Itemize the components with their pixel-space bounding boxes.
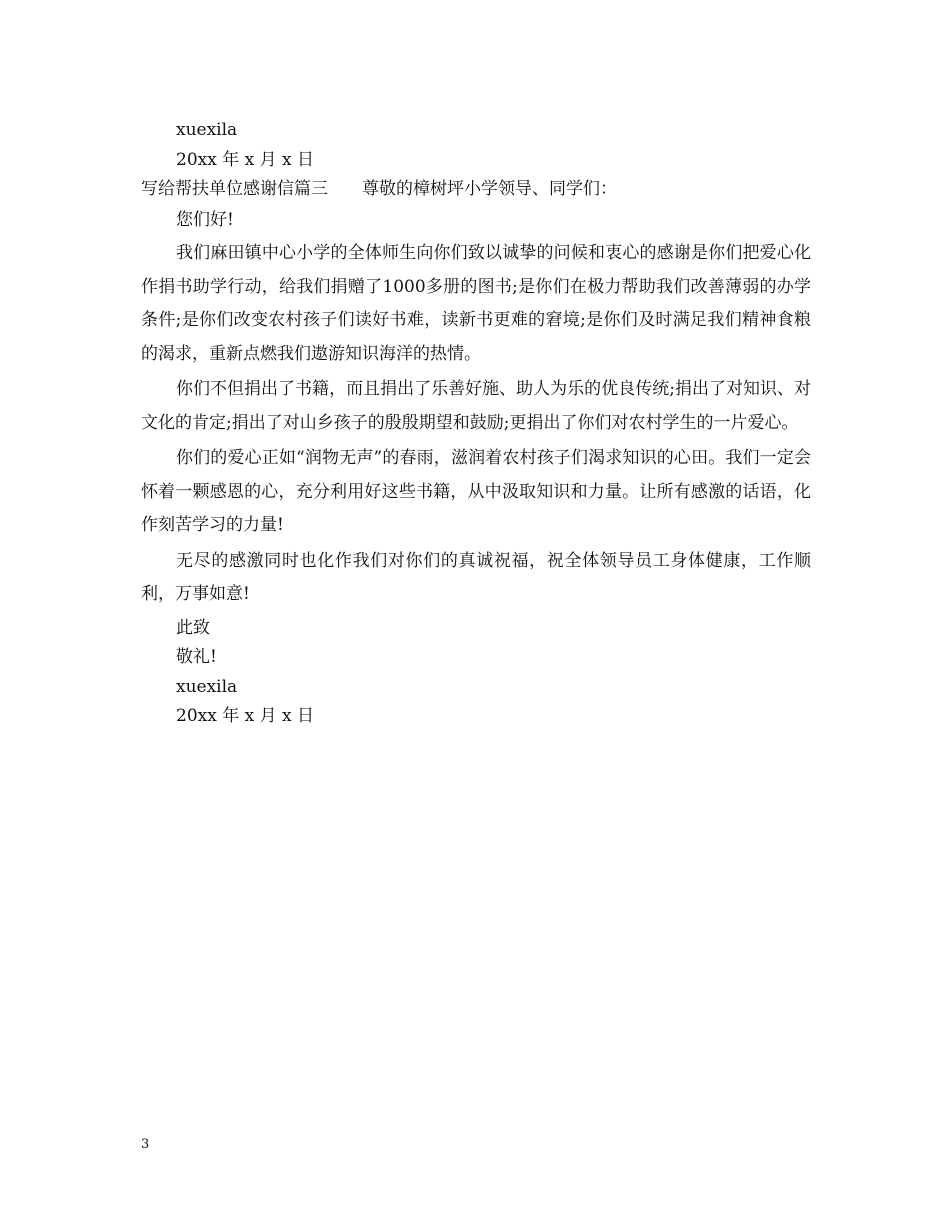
section-title: 写给帮扶单位感谢信篇三 bbox=[141, 179, 328, 199]
top-date: 20xx 年 x 月 x 日 bbox=[176, 149, 315, 170]
body-paragraph-1: 我们麻田镇中心小学的全体师生向你们致以诚挚的问候和衷心的感谢是你们把爱心化作捐书助学行动，给我们捐赠了1000多册的图书;是你们在极力帮助我们改善薄弱的办学条件;是你们改变农村孩子们读好书难，读新书更难的窘境;是你们及时满足我们精神食粮的渴求，重新点燃我们遨游知识海洋的热情。 bbox=[141, 243, 811, 364]
bottom-date: 20xx 年 x 月 x 日 bbox=[176, 706, 315, 726]
closing-line-1: 此致 bbox=[176, 617, 210, 638]
page-number: 3 bbox=[141, 1137, 150, 1152]
top-signoff bbox=[141, 116, 811, 175]
greeting: 您们好! bbox=[176, 210, 234, 230]
salutation: 尊敬的樟树坪小学领导、同学们： bbox=[362, 179, 617, 199]
body-paragraph-3: 你们的爱心正如“润物无声”的春雨，滋润着农村孩子们渴求知识的心田。我们一定会怀着一颗感恩的心，充分利用好这些书籍，从中汲取知识和力量。让所有感激的话语，化作刻苦学习的力量! bbox=[141, 448, 811, 535]
body-paragraph-2: 你们不但捐出了书籍，而且捐出了乐善好施、助人为乐的优良传统;捐出了对知识、对文化的肯定;捐出了对山乡孩子的殷殷期望和鼓励;更捐出了你们对农村学生的一片爱心。 bbox=[141, 379, 811, 433]
closing-line-2: 敬礼! bbox=[176, 647, 217, 667]
title-line bbox=[141, 175, 811, 204]
letter-body bbox=[141, 116, 811, 732]
bottom-signoff bbox=[141, 614, 811, 732]
top-signature: xuexila bbox=[176, 120, 238, 140]
bottom-signature: xuexila bbox=[176, 676, 238, 697]
body-paragraph-4: 无尽的感激同时也化作我们对你们的真诚祝福，祝全体领导员工身体健康，工作顺利，万事如意! bbox=[141, 550, 811, 604]
